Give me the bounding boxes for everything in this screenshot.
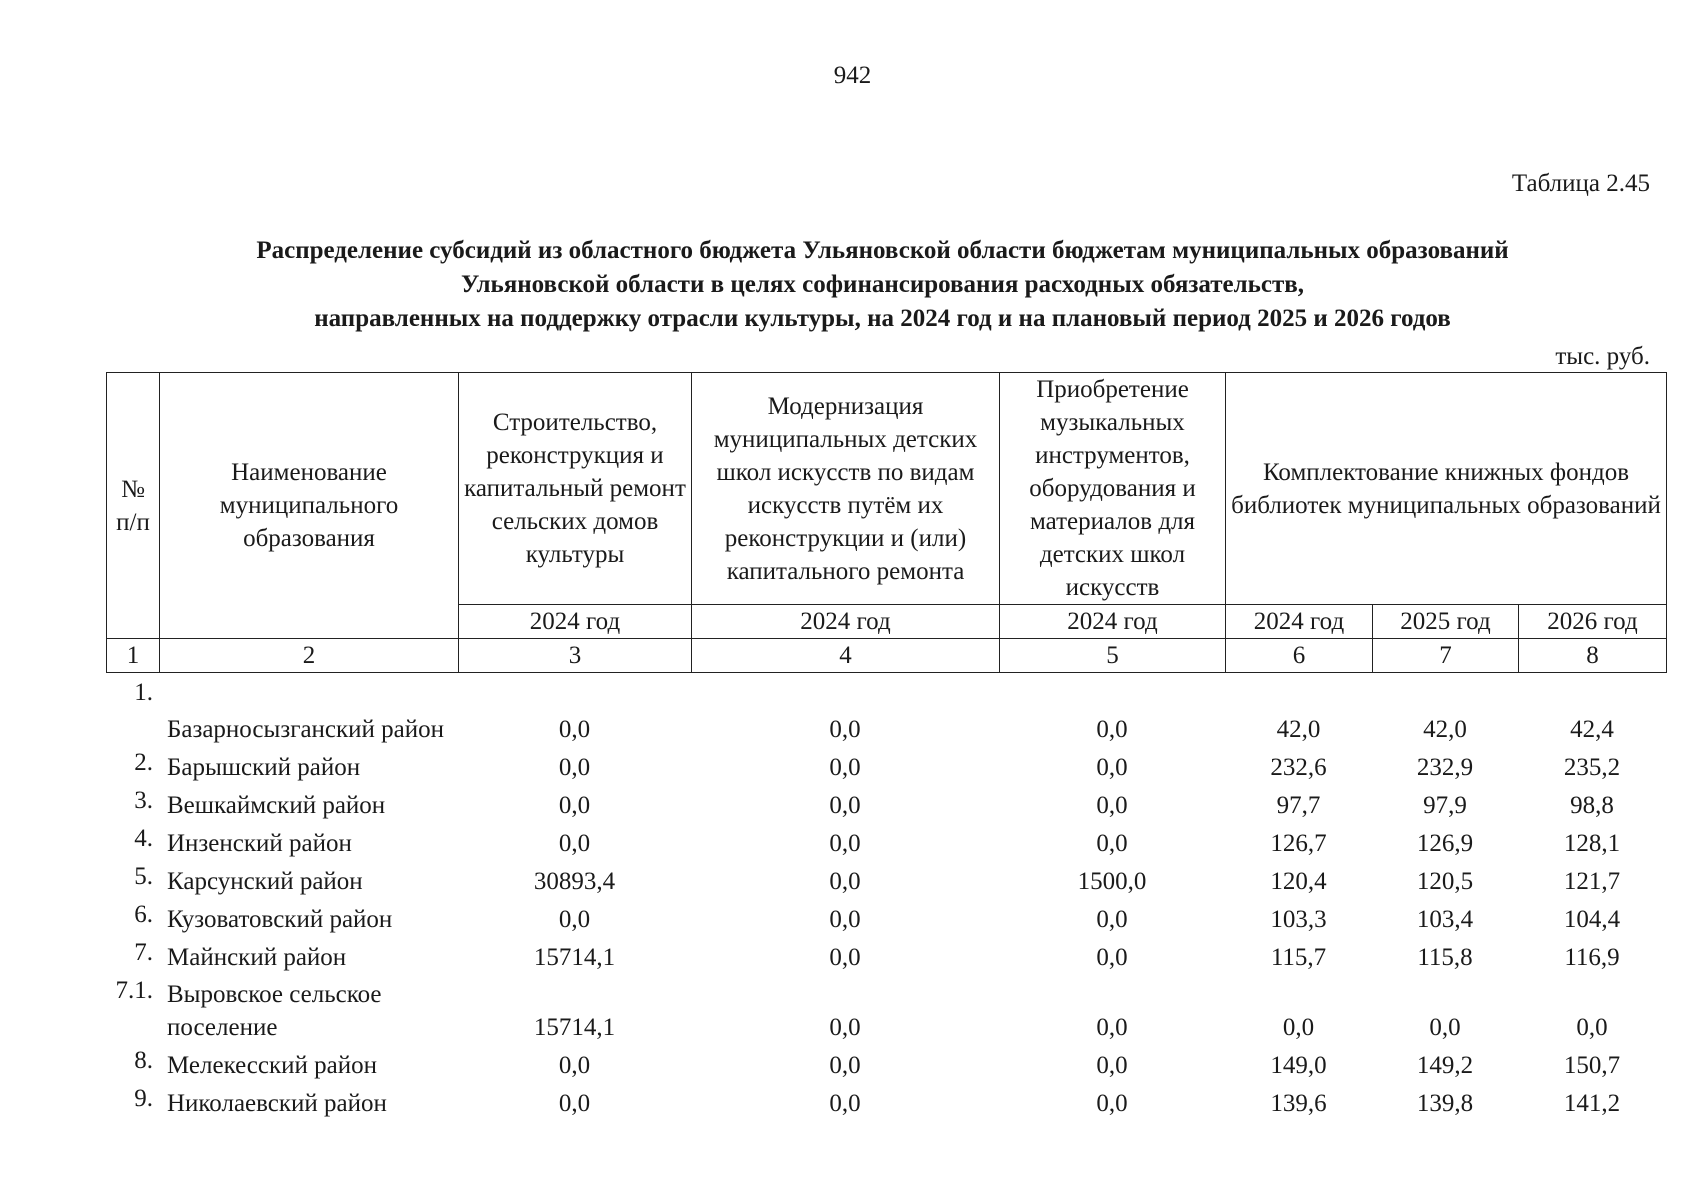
value-construction: 0,0	[558, 792, 591, 819]
table-id: Таблица 2.45	[1511, 170, 1650, 197]
header-year: 2026 год	[1519, 605, 1667, 639]
header-library-funds: Комплектование книжных фондов библиотек муниципальных образований	[1226, 373, 1667, 605]
table-row	[106, 974, 1666, 1044]
value-library-2024: 42,0	[1276, 716, 1321, 743]
header-modernization: Модернизация муниципальных детских школ искусств по видам искусств путём их реконструкции и (или) капитального ремонта	[692, 373, 1000, 605]
header-no: № п/п	[107, 373, 160, 639]
value-modernization: 0,0	[829, 792, 861, 819]
header-instruments: Приобретение музыкальных инструментов, оборудования и материалов для детских школ искусств	[1000, 373, 1226, 605]
value-instruments: 0,0	[1096, 754, 1128, 781]
value-library-2026: 150,7	[1563, 1052, 1621, 1079]
page-number: 942	[833, 62, 872, 89]
value-construction: 15714,1	[533, 1014, 616, 1041]
value-library-2025: 126,9	[1416, 830, 1474, 857]
header-year: 2024 год	[459, 605, 692, 639]
row-name: Кузоватовский район	[167, 906, 393, 933]
units-label: тыс. руб.	[1555, 343, 1650, 370]
header-construction: Строительство, реконструкция и капитальный ремонт сельских домов культуры	[459, 373, 692, 605]
value-library-2025: 103,4	[1416, 906, 1474, 933]
row-name: Мелекесский район	[167, 1052, 378, 1079]
column-number: 7	[1373, 639, 1519, 673]
row-name: Карсунский район	[167, 868, 363, 895]
table-body	[106, 676, 1666, 1120]
title-line: направленных на поддержку отрасли культуры, на 2024 год и на плановый период 2025 и 2026 годов	[314, 305, 1451, 332]
value-instruments: 0,0	[1096, 1090, 1128, 1117]
title-line: Распределение субсидий из областного бюджета Ульяновской области бюджетам муниципальных образований	[256, 237, 1509, 264]
value-library-2025: 139,8	[1416, 1090, 1474, 1117]
header-name: Наименование муниципального образования	[160, 373, 459, 639]
row-name: Барышский район	[167, 754, 361, 781]
value-library-2024: 149,0	[1270, 1052, 1327, 1079]
value-library-2024: 126,7	[1270, 830, 1327, 857]
value-library-2026: 104,4	[1563, 906, 1621, 933]
table-row	[106, 1044, 1666, 1082]
row-number: 8.	[134, 1047, 153, 1074]
row-number: 2.	[134, 749, 153, 776]
row-number: 7.	[134, 939, 153, 966]
table-row	[106, 860, 1666, 898]
value-library-2026: 98,8	[1570, 792, 1614, 819]
column-number: 8	[1519, 639, 1667, 673]
value-library-2024: 139,6	[1270, 1090, 1327, 1117]
value-library-2025: 42,0	[1423, 716, 1467, 743]
row-name: Майнский район	[167, 944, 347, 971]
value-modernization: 0,0	[829, 1014, 861, 1041]
value-library-2024: 232,6	[1270, 754, 1327, 781]
value-modernization: 0,0	[829, 1052, 861, 1079]
value-library-2025: 0,0	[1429, 1014, 1461, 1041]
value-library-2024: 103,3	[1270, 906, 1327, 933]
value-construction: 15714,1	[533, 944, 616, 971]
table-header	[106, 372, 1667, 673]
value-instruments: 0,0	[1096, 1052, 1128, 1079]
table-row	[106, 822, 1666, 860]
table-row	[106, 676, 1666, 746]
value-modernization: 0,0	[829, 716, 861, 743]
value-library-2026: 141,2	[1563, 1090, 1621, 1117]
value-library-2025: 232,9	[1416, 754, 1474, 781]
value-library-2026: 121,7	[1563, 868, 1621, 895]
row-number: 3.	[134, 787, 153, 814]
column-number: 5	[1000, 639, 1226, 673]
value-construction: 0,0	[558, 1052, 591, 1079]
header-year: 2024 год	[692, 605, 1000, 639]
value-library-2026: 235,2	[1563, 754, 1621, 781]
row-name: Инзенский район	[167, 830, 352, 857]
value-library-2024: 97,7	[1276, 792, 1321, 819]
title-line: Ульяновской области в целях софинансирования расходных обязательств,	[460, 271, 1305, 298]
table-row	[106, 936, 1666, 974]
row-number: 9.	[134, 1085, 153, 1112]
table-row	[106, 898, 1666, 936]
value-instruments: 0,0	[1096, 716, 1128, 743]
header-year: 2024 год	[1000, 605, 1226, 639]
value-instruments: 0,0	[1096, 1014, 1128, 1041]
table-row	[106, 746, 1666, 784]
value-instruments: 1500,0	[1077, 868, 1147, 895]
value-library-2026: 0,0	[1576, 1014, 1608, 1041]
value-modernization: 0,0	[829, 830, 861, 857]
column-number: 3	[459, 639, 692, 673]
value-library-2024: 115,7	[1270, 944, 1327, 971]
value-library-2026: 116,9	[1564, 944, 1620, 971]
row-number: 4.	[134, 825, 153, 852]
value-modernization: 0,0	[829, 754, 861, 781]
value-construction: 30893,4	[533, 868, 616, 895]
value-library-2026: 128,1	[1563, 830, 1621, 857]
table-row	[106, 784, 1666, 822]
value-library-2025: 120,5	[1416, 868, 1474, 895]
header-year: 2024 год	[1226, 605, 1373, 639]
value-modernization: 0,0	[829, 906, 861, 933]
value-modernization: 0,0	[829, 944, 861, 971]
value-modernization: 0,0	[829, 1090, 861, 1117]
value-library-2025: 97,9	[1423, 792, 1467, 819]
value-library-2024: 0,0	[1282, 1014, 1315, 1041]
row-number: 7.1.	[115, 977, 153, 1004]
value-instruments: 0,0	[1096, 792, 1128, 819]
column-number: 4	[692, 639, 1000, 673]
value-modernization: 0,0	[829, 868, 861, 895]
value-library-2026: 42,4	[1570, 716, 1614, 743]
document-title	[100, 234, 1665, 336]
column-number: 2	[160, 639, 459, 673]
value-construction: 0,0	[558, 1090, 591, 1117]
row-number: 1.	[134, 679, 153, 706]
value-instruments: 0,0	[1096, 944, 1128, 971]
value-construction: 0,0	[558, 830, 591, 857]
row-name: Николаевский район	[167, 1090, 387, 1117]
row-name: Выровское сельское поселение	[167, 981, 382, 1041]
row-number: 6.	[134, 901, 153, 928]
value-library-2025: 115,8	[1417, 944, 1473, 971]
row-number: 5.	[134, 863, 153, 890]
value-instruments: 0,0	[1096, 906, 1128, 933]
table-row	[106, 1082, 1666, 1120]
value-construction: 0,0	[558, 906, 591, 933]
column-number: 1	[107, 639, 160, 673]
value-instruments: 0,0	[1096, 830, 1128, 857]
value-construction: 0,0	[558, 716, 591, 743]
value-library-2025: 149,2	[1416, 1052, 1474, 1079]
header-year: 2025 год	[1373, 605, 1519, 639]
row-name: Вешкаймский район	[167, 792, 386, 819]
row-name: Базарносызганский район	[167, 716, 445, 743]
value-construction: 0,0	[558, 754, 591, 781]
column-number: 6	[1226, 639, 1373, 673]
value-library-2024: 120,4	[1270, 868, 1327, 895]
